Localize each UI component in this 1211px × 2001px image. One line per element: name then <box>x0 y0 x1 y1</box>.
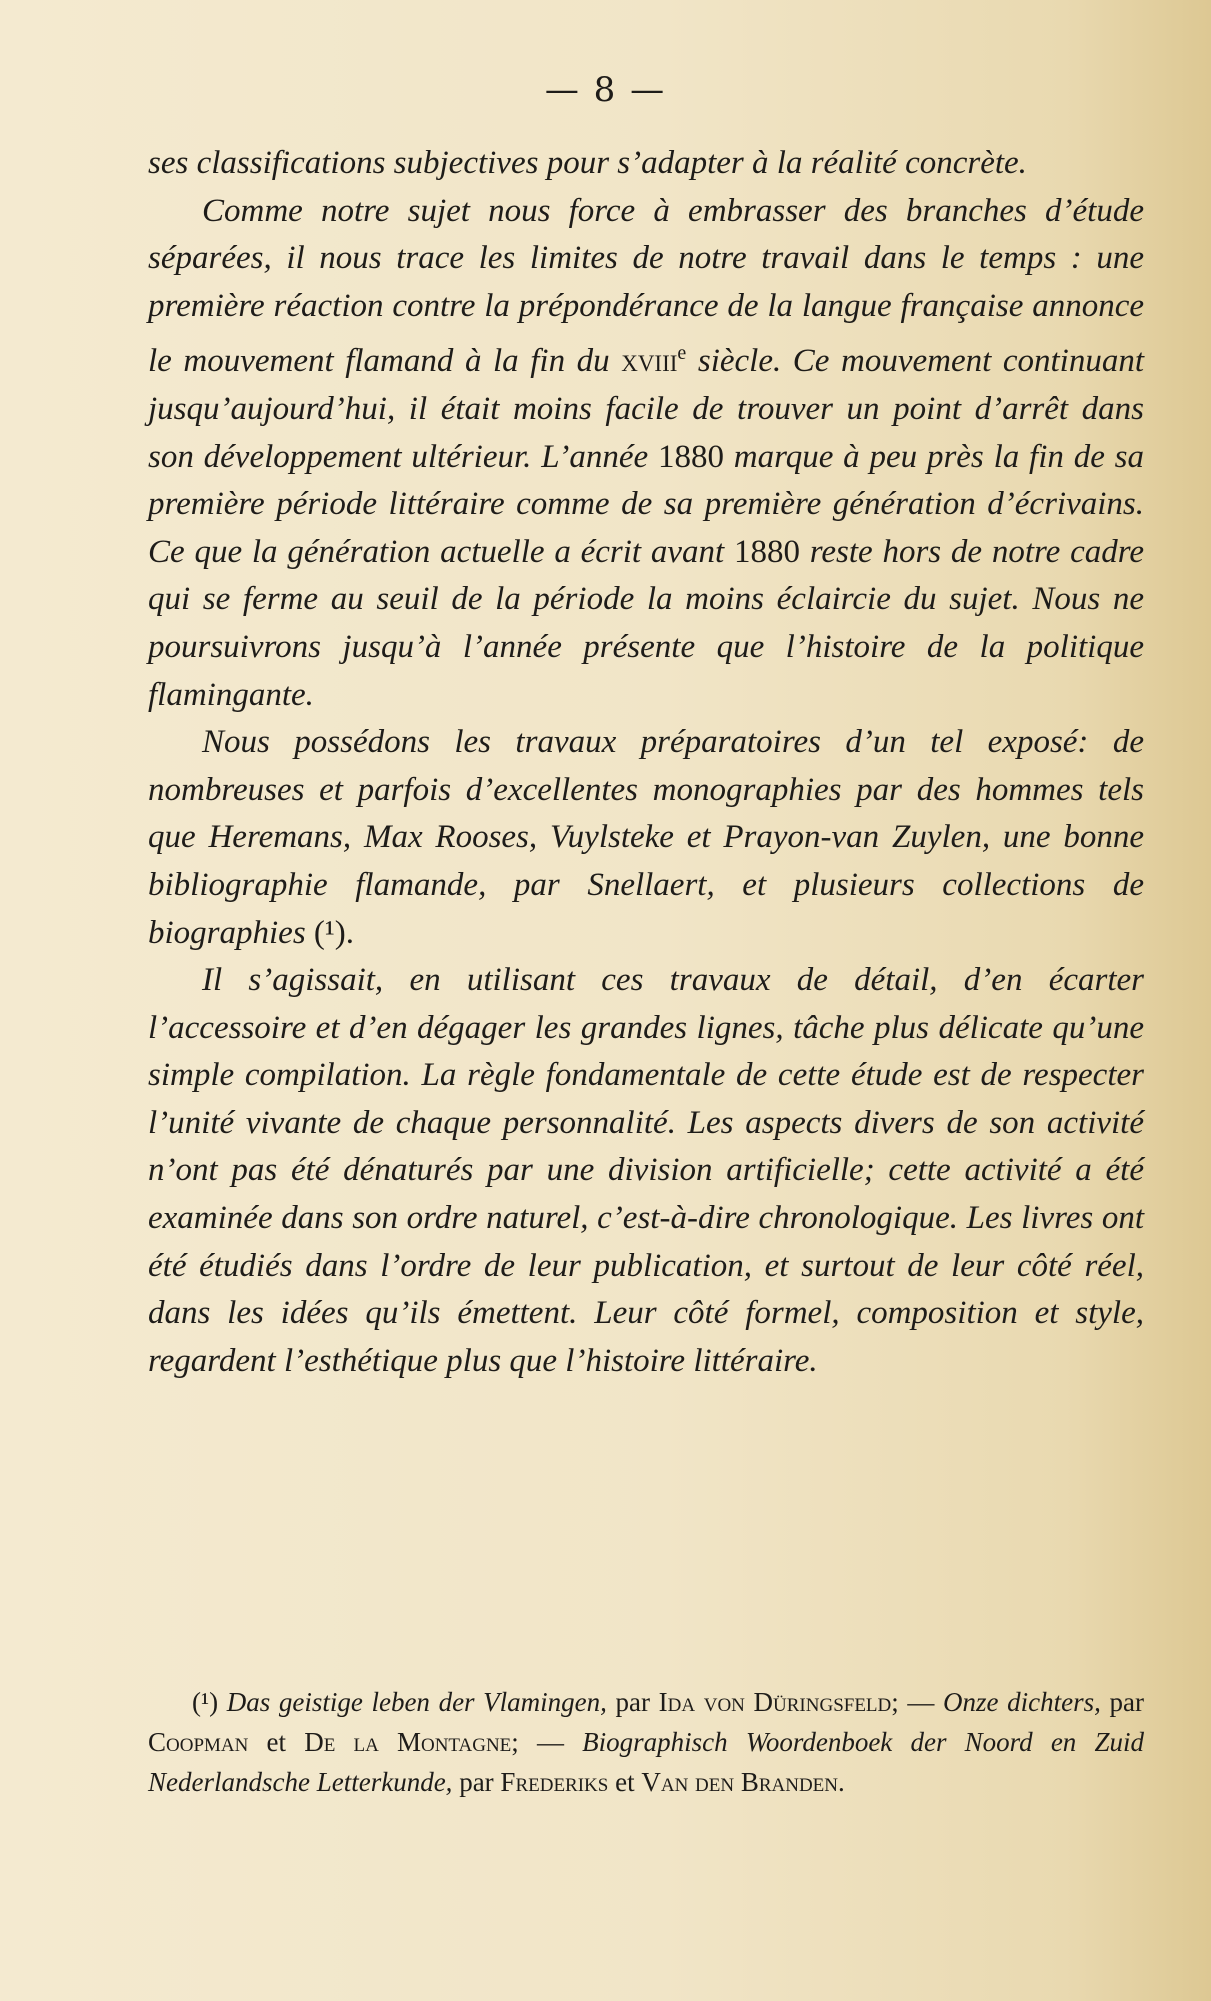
year-1880-first: 1880 <box>657 438 724 475</box>
paragraph-2-part-d: reste hors de notre cadre qui se ferme au seuil de la période la moins éclaircie du sujet. Nous ne poursuivrons jusqu’à l’année présente que l’histoire de la politique flamingante. <box>148 533 1144 713</box>
paragraph-1 <box>148 140 1144 188</box>
footnote-1 <box>148 1682 1144 1802</box>
footnote-et-2: et <box>608 1767 642 1797</box>
footnote-title-1: Das geistige leben der Vlamingen, <box>226 1687 607 1717</box>
page-number: — 8 — <box>544 70 667 110</box>
paragraph-2 <box>148 188 1144 720</box>
footnote-area <box>148 1682 1144 1802</box>
footnote-separator-2: ; — <box>511 1727 583 1757</box>
footnote-title-3: Biographisch Woordenboek der Noord en Zuid Nederlandsche Letterkunde, <box>148 1727 1144 1797</box>
paragraph-3 <box>148 719 1144 957</box>
footnote-author-1: Ida von Düringsfeld <box>658 1687 892 1717</box>
paragraph-1-text: ses classifications subjectives pour s’adapter à la réalité concrète. <box>148 145 1027 181</box>
year-1880-second: 1880 <box>733 533 800 570</box>
paragraph-3-part-a: Nous possédons les travaux préparatoires d’un tel exposé: de nombreuses et parfois d’excellentes monographies par des hommes tels que Heremans, Max Rooses, Vuylsteke et Prayon-van Zuylen, une bonne bibliographie flamande, par Snellaert, et plusieurs collections de biographies <box>148 724 1144 951</box>
footnote-title-2: Onze dichters, <box>943 1687 1101 1717</box>
paragraph-2-part-c: marque à peu près la fin de sa première période littéraire comme de sa première génération d’écrivains. Ce que la génération actuelle a écrit avant <box>148 438 1144 570</box>
century-numeral: xviii <box>621 343 678 380</box>
footnote-author-3: De la Montagne <box>304 1727 512 1757</box>
paragraph-3-end: . <box>345 914 355 951</box>
footnote-par-1: par <box>606 1687 659 1717</box>
paragraph-2-part-b: siècle. Ce mouvement continuant jusqu’aujourd’hui, il était moins facile de trouver un point d’arrêt dans son développement ultérieur. L’année <box>148 343 1144 475</box>
footnote-marker: (¹) <box>192 1687 219 1717</box>
footnote-author-4: Frederiks <box>500 1767 609 1797</box>
footnote-et-1: et <box>248 1727 305 1757</box>
footnote-par-2: par <box>1100 1687 1144 1717</box>
paragraph-2-part-a: Comme notre sujet nous force à embrasser des branches d’étude séparées, il nous trace les limites de notre travail dans le temps : une première réaction contre la prépondérance de la langue française annonce le mouvement flamand à la fin du <box>148 192 1144 380</box>
main-text <box>148 140 1144 1385</box>
footnote-author-2: Coopman <box>148 1727 249 1757</box>
century-superscript: e <box>677 342 687 365</box>
footnote-end: . <box>838 1767 845 1797</box>
footnote-reference[interactable]: (¹) <box>313 914 346 951</box>
footnote-author-5: Van den Branden <box>641 1767 839 1797</box>
footnote-par-3: par <box>452 1767 501 1797</box>
paragraph-4 <box>148 957 1144 1385</box>
footnote-separator-1: ; — <box>891 1687 944 1717</box>
paragraph-4-text: Il s’agissait, en utilisant ces travaux de détail, d’en écarter l’accessoire et d’en dégager les grandes lignes, tâche plus délicate qu’une simple compilation. La règle fondamentale de cette étude est de respecter l’unité vivante de chaque personnalité. Les aspects divers de son activité n’ont pas été dénaturés par une division artificielle; cette activité a été examinée dans son ordre naturel, c’est-à-dire chronologique. Les livres ont été étudiés dans l’ordre de leur publication, et surtout de leur côté réel, dans les idées qu’ils émettent. Leur côté formel, composition et style, regardent l’esthétique plus que l’histoire littéraire. <box>148 962 1144 1379</box>
